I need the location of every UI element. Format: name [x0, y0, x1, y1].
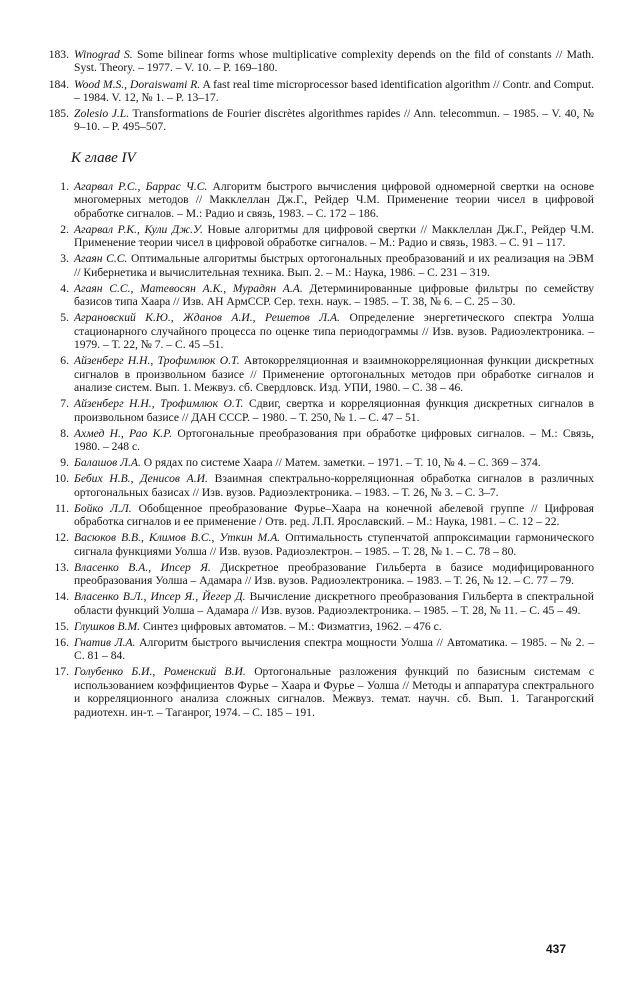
reference-authors: Васюков В.В., Климов В.С., Уткин М.А. — [74, 531, 281, 545]
reference-text: Автокорреляционная и взаимнокорреляционная функции дискретных сигналов в произвольном базисе // Применение ортогональных методов при обработке сигналов и анализе систем. Вып. 1. Межвуз. сб. Свердловск. Изд. УПИ, 1980. – С. 38 – 46. — [74, 354, 595, 395]
section-title: К главе IV — [71, 150, 136, 166]
reference-number: 15. — [54, 619, 69, 633]
reference-number: 14. — [54, 590, 69, 604]
reference-item — [46, 472, 594, 499]
reference-authors: Агаян С.С., Матевосян А.К., Мурадян А.А. — [74, 281, 303, 295]
reference-text: Оптимальность ступенчатой аппроксимации гармонического сигнала функциями Уолша // Изв. вузов. Радиоэлектрон. – 1985. – Т. 28, № 1. – С. 78 – 80. — [74, 531, 594, 558]
reference-text: Взаимная спектрально-корреляционная обработка сигналов в различных ортогональных базисах // Изв. вузов. Радиоэлектроника. – 1983. – Т. 26, № 3. – С. 3–7. — [74, 472, 594, 499]
reference-item — [46, 252, 594, 279]
reference-number: 185. — [48, 107, 69, 120]
reference-item — [46, 223, 594, 250]
reference-authors: Zolesio J.L. — [74, 107, 130, 120]
reference-number: 4. — [60, 281, 69, 295]
reference-number: 2. — [60, 222, 69, 236]
reference-text: Дискретное преобразование Гильберта в базисе модифицированного преобразования Уолша – Адамара // Изв. вузов. Радиоэлектроника. – 1983. – Т. 26, № 12. – С. 77 – 79. — [74, 560, 594, 588]
reference-item — [46, 620, 594, 633]
reference-number: 16. — [54, 635, 69, 649]
reference-item — [46, 180, 594, 220]
reference-authors: Агаян С.С. — [74, 252, 128, 266]
reference-number: 13. — [54, 560, 69, 574]
reference-authors: Голубенко Б.И., Роменский В.И. — [74, 665, 246, 679]
reference-authors: Агарвал Р.С., Баррас Ч.С. — [74, 180, 208, 193]
reference-number: 7. — [60, 397, 69, 411]
reference-list-previous-chapter — [46, 48, 594, 137]
reference-authors: Гнатив Л.А. — [74, 635, 136, 649]
reference-number: 5. — [60, 311, 69, 325]
reference-item — [46, 48, 594, 75]
reference-number: 17. — [54, 665, 69, 679]
reference-text: A fast real time microprocessor based identification algorithm // Contr. and Comput. – 1984. V. 12, № 1. – P. 13–17. — [74, 77, 594, 104]
reference-number: 1. — [60, 180, 69, 193]
reference-text: Синтез цифровых автоматов. – М.: Физматгиз, 1962. – 476 с. — [142, 619, 442, 633]
reference-item — [46, 531, 594, 558]
reference-authors: Айзенберг Н.Н., Трофимлюк О.Т. — [74, 354, 240, 368]
reference-item — [46, 282, 594, 309]
reference-text: Оптимальные алгоритмы быстрых ортогональных преобразований и их реализация на ЭВМ // Кибернетика и вычислительная техника. Вып. 2. – М.: Наука, 1986. – С. 231 – 319. — [74, 252, 594, 279]
reference-authors: Бебих Н.В., Денисов А.И. — [74, 472, 208, 486]
reference-authors: Власенко В.А., Ипсер Я. — [74, 560, 211, 574]
reference-item — [46, 107, 594, 134]
reference-item — [46, 397, 594, 424]
reference-authors: Агарвал Р.К., Кули Дж.У. — [74, 222, 203, 236]
reference-number: 3. — [60, 252, 69, 266]
reference-authors: Winograd S. — [74, 48, 133, 61]
reference-item — [46, 354, 594, 394]
reference-item — [46, 502, 594, 529]
reference-number: 8. — [60, 426, 69, 440]
reference-number: 10. — [54, 472, 69, 486]
reference-text: Сдвиг, свертка и корреляционная функция дискретных сигналов в произвольном базисе // ДАН СССР. – 1980. – Т. 250, № 1. – С. 47 – 51. — [74, 397, 595, 424]
reference-authors: Бойко Л.Л. — [74, 501, 132, 515]
reference-text: Алгоритм быстрого вычисления спектра мощности Уолша // Автоматика. – 1985. – № 2. – С. 81 – 84. — [74, 635, 594, 663]
reference-item — [46, 427, 594, 454]
reference-authors: Ахмед Н., Рао К.Р. — [74, 426, 173, 440]
reference-number: 9. — [60, 456, 69, 470]
reference-item — [46, 311, 594, 351]
reference-text: Ортогональные разложения функций по базисным системам с использованием коэффициентов Фурье – Хаара и Фурье – Уолша // Методы и аппаратура спектрального и корреляционного анализа сложных сигналов. Межвуз. темат. научн. сб. Вып. 1. Таганрогский радиотехн. ин-т. – Таганрог, 1974. – С. 185 – 191. — [74, 665, 594, 719]
reference-item — [46, 590, 594, 617]
reference-number: 6. — [60, 354, 69, 368]
reference-text: Детерминированные цифровые фильтры по семейству базисов типа Хаара // Изв. АН АрмССР. Сер. техн. наук. – 1985. – Т. 38, № 6. – С. 25 – 30. — [74, 281, 594, 309]
reference-text: Ортогональные преобразования при обработке цифровых сигналов. – М.: Связь, 1980. – 248 с. — [74, 426, 594, 454]
reference-number: 183. — [48, 48, 69, 61]
reference-text: О рядах по системе Хаара // Матем. заметки. – 1971. – Т. 10, № 4. – С. 369 – 374. — [143, 456, 541, 470]
reference-text: Transformations de Fourier discrètes algorithmes rapides // Ann. telecommun. – 1985. – V. 40, № 9–10. – P. 495–507. — [74, 107, 594, 134]
reference-authors: Глушков В.М. — [74, 619, 141, 633]
reference-text: Обобщенное преобразование Фурье–Хаара на конечной абелевой группе // Цифровая обработка сигналов и ее применение / Отв. ред. Л.П. Ярославский. – М.: Наука, 1981. – С. 12 – 22. — [74, 501, 594, 529]
reference-text: Определение энергетического спектра Уолша стационарного случайного процесса по оценке типа периодограммы // Изв. вузов. Радиоэлектроника. – 1979. – Т. 22, № 7. – С. 45 –51. — [74, 311, 594, 352]
reference-number: 11. — [54, 501, 69, 515]
reference-authors: Аграновский К.Ю., Жданов А.И., Решетов Л.А. — [74, 311, 341, 325]
reference-number: 12. — [54, 531, 69, 545]
reference-text: Алгоритм быстрого вычисления цифровой одномерной свертки на основе многомерных методов // Макклеллан Дж.Г., Рейдер Ч.М. Применение теории чисел в цифровой обработке сигналов. – М.: Радио и связь, 1983. – С. 172 – 186. — [74, 180, 594, 220]
reference-list-chapter-4 — [46, 180, 594, 722]
reference-text: Вычисление дискретного преобразования Гильберта в спектральной области функций Уолша – Адамара // Изв. вузов. Радиоэлектроника. – 1985. – Т. 28, № 11. – С. 45 – 49. — [74, 590, 594, 617]
reference-authors: Власенко В.Л., Ипсер Я., Йегер Д. — [74, 590, 246, 604]
reference-item — [46, 665, 594, 719]
reference-authors: Wood M.S., Doraiswami R. — [74, 77, 201, 91]
reference-text: Новые алгоритмы для цифровой свертки // Макклеллан Дж.Г., Рейдер Ч.М. Применение теории чисел в цифровой обработке сигналов. – М.: Радио и связь, 1983. – С. 91 – 117. — [74, 222, 594, 250]
reference-item — [46, 561, 594, 588]
reference-authors: Айзенберг Н.Н., Трофимлюк О.Т. — [74, 397, 244, 411]
reference-item — [46, 636, 594, 663]
reference-authors: Балашов Л.А. — [74, 456, 141, 470]
reference-item — [46, 78, 594, 105]
page-number: 437 — [546, 942, 567, 956]
reference-item — [46, 456, 594, 469]
reference-text: Some bilinear forms whose multiplicative complexity depends on the fild of constants // Math. Syst. Theory. – 1977. – V. 10. – P. 169–180. — [74, 48, 594, 75]
reference-number: 184. — [48, 77, 69, 91]
